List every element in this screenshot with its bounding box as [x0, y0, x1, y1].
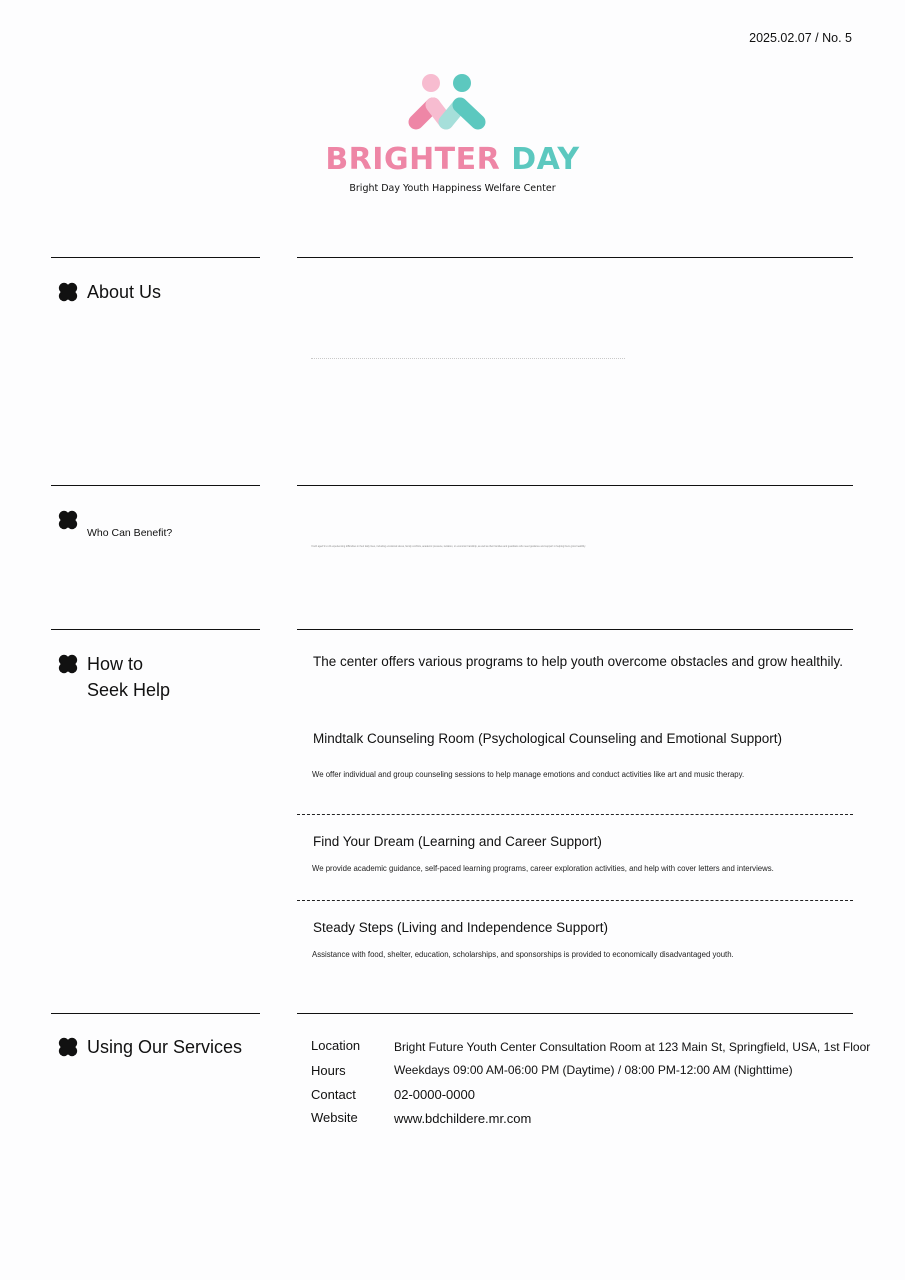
- clover-icon: [58, 654, 78, 674]
- info-value-hours: Weekdays 09:00 AM-06:00 PM (Daytime) / 08:00 PM-12:00 AM (Nighttime): [394, 1063, 793, 1077]
- divider: [297, 485, 853, 486]
- program-title: Find Your Dream (Learning and Career Support): [313, 834, 602, 849]
- info-value-location: Bright Future Youth Center Consultation Room at 123 Main St, Springfield, USA, 1st Floor: [394, 1040, 871, 1054]
- brand-part1: BRIGHTER: [325, 142, 501, 177]
- program-desc: We offer individual and group counseling sessions to help manage emotions and conduct activities like art and music therapy.: [312, 770, 745, 779]
- clover-icon: [58, 510, 78, 530]
- divider: [51, 1013, 260, 1014]
- people-logo-icon: [402, 72, 492, 136]
- help-intro: The center offers various programs to help youth overcome obstacles and grow healthily.: [313, 654, 844, 669]
- about-title: About Us: [87, 282, 162, 302]
- logo: [0, 72, 905, 202]
- program-title: Mindtalk Counseling Room (Psychological Counseling and Emotional Support): [313, 731, 782, 746]
- date-issue: 2025.02.07 / No. 5: [749, 31, 852, 45]
- dashed-divider: [297, 814, 853, 815]
- brand-part2: DAY: [511, 142, 580, 177]
- help-title-line2: Seek Help: [87, 680, 171, 700]
- divider: [297, 1013, 853, 1014]
- info-label-hours: Hours: [311, 1063, 346, 1078]
- program-desc: Assistance with food, shelter, education, scholarships, and sponsorships is provided to economically disadvantaged youth.: [312, 950, 734, 959]
- faint-placeholder-line: [311, 358, 625, 359]
- info-value-contact: 02-0000-0000: [394, 1087, 475, 1102]
- divider: [51, 485, 260, 486]
- clover-icon: [58, 282, 78, 302]
- tagline: Bright Day Youth Happiness Welfare Center: [349, 183, 556, 194]
- divider: [297, 257, 853, 258]
- brand-name: [0, 142, 905, 177]
- program-desc: We provide academic guidance, self-paced learning programs, career exploration activities, and help with cover letters and interviews.: [312, 864, 774, 873]
- program-title: Steady Steps (Living and Independence Support): [313, 920, 608, 935]
- services-title: Using Our Services: [87, 1037, 243, 1057]
- help-title-line1: How to: [87, 654, 144, 674]
- info-value-website[interactable]: www.bdchildere.mr.com: [394, 1111, 532, 1126]
- benefit-fine-print: Youth aged 9 to 24 experiencing difficulties in their daily lives, including emotional stress, family conflicts, academic pressure, isolation, or economic hardship, as well as their families and guardians who need guidance and support in helping them grow healthily.: [311, 545, 586, 548]
- clover-icon: [58, 1037, 78, 1057]
- divider: [51, 257, 260, 258]
- info-label-location: Location: [311, 1038, 361, 1053]
- divider: [51, 629, 260, 630]
- dashed-divider: [297, 900, 853, 901]
- divider: [297, 629, 853, 630]
- info-label-website: Website: [311, 1110, 358, 1125]
- benefit-title: Who Can Benefit?: [87, 527, 173, 539]
- info-label-contact: Contact: [311, 1087, 356, 1102]
